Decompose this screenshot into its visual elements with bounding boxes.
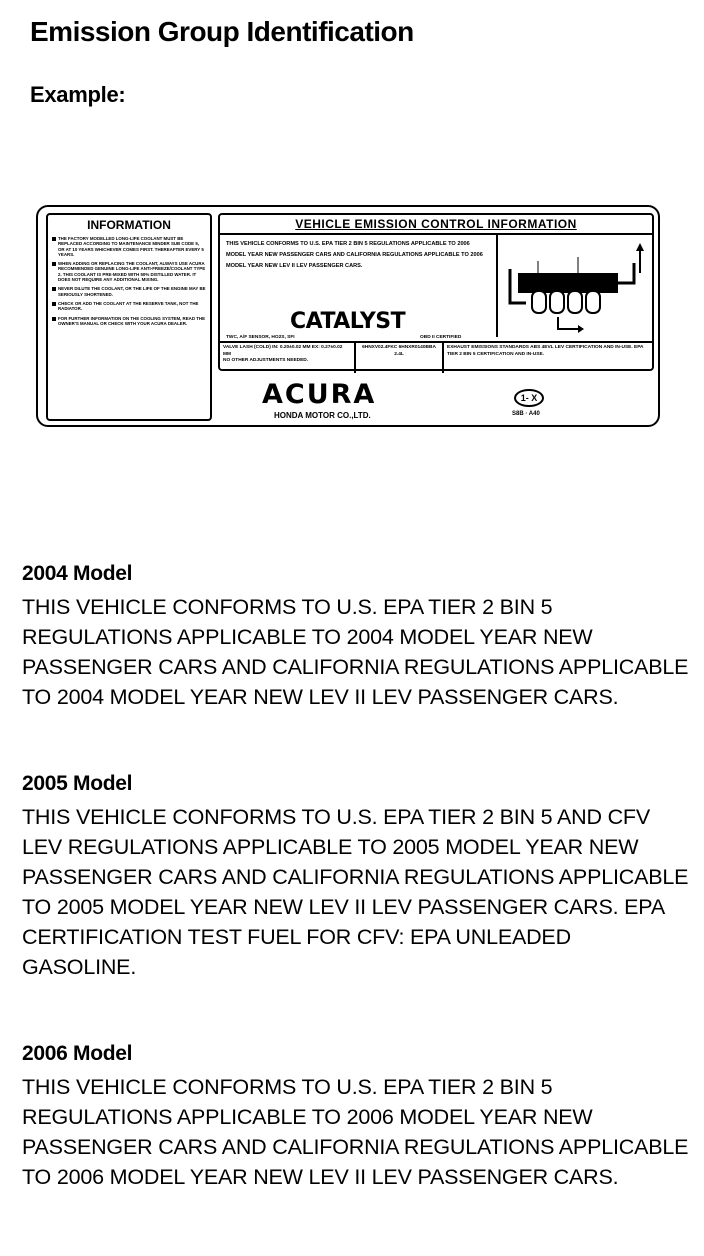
valve-lash-cell bbox=[220, 343, 356, 373]
model-text: THIS VEHICLE CONFORMS TO U.S. EPA TIER 2 BIN 5 AND CFV LEV REGULATIONS APPLICABLE TO 2005 MODEL YEAR NEW PASSENGER CARS AND CALIFORNIA REGULATIONS APPLICABLE TO 2005 MODEL YEAR NEW LEV II LEV PASSENGER CARS. EPA CERTIFICATION TEST FUEL FOR CFV: EPA UNLEADED GASOLINE. bbox=[22, 805, 689, 979]
vec-conformance-text: THIS VEHICLE CONFORMS TO U.S. EPA TIER 2 BIN 5 REGULATIONS APPLICABLE TO 2006 MODEL YEAR NEW PASSENGER CARS AND CALIFORNIA REGULATIONS APPLICABLE TO 2006 MODEL YEAR NEW LEV II LEV PASSENGER CARS. bbox=[226, 241, 483, 269]
model-section-2004 bbox=[20, 562, 690, 712]
engine-diagram-icon bbox=[498, 233, 652, 337]
vec-lower-row bbox=[220, 341, 652, 373]
vehicle-emission-panel bbox=[218, 213, 654, 371]
emission-standards: EXHAUST EMISSIONS STANDARDS ABS 4EVL LEV CERTIFICATION AND IN-USE. EPA TIER 2 BIN 5 CERTIFICATION AND IN-USE. bbox=[447, 345, 644, 357]
model-heading: 2006 Model bbox=[22, 1042, 133, 1065]
label-badge: 1- X bbox=[514, 389, 544, 407]
page-title: Emission Group Identification bbox=[30, 16, 414, 47]
info-paragraph: NEVER DILUTE THE COOLANT, OR THE LIFE OF THE ENGINE MAY BE SERIOUSLY SHORTENED. bbox=[52, 286, 206, 297]
info-panel bbox=[46, 213, 212, 421]
no-adjustments: NO OTHER ADJUSTMENTS NEEDED. bbox=[223, 358, 309, 363]
emission-devices: TWC, A/F SENSOR, HO2S, SFI bbox=[226, 335, 295, 340]
example-label: Example: bbox=[30, 82, 126, 107]
family-codes: 6HNXV02.4FKC 6HNXR0140BBA bbox=[362, 345, 436, 350]
model-section-2005 bbox=[20, 772, 690, 982]
emission-label-illustration bbox=[36, 205, 660, 427]
model-section-2006 bbox=[20, 1042, 690, 1192]
engine-diagram bbox=[496, 233, 654, 337]
badge-code: S8B · A40 bbox=[512, 411, 540, 417]
acura-logo: ACURA bbox=[262, 379, 377, 410]
manufacturer: HONDA MOTOR CO.,LTD. bbox=[274, 411, 371, 420]
standards-cell bbox=[444, 343, 652, 373]
info-paragraph: CHECK OR ADD THE COOLANT AT THE RESERVE TANK, NOT THE RADIATOR. bbox=[52, 301, 206, 312]
model-heading: 2005 Model bbox=[22, 772, 133, 795]
info-paragraph: FOR FURTHER INFORMATION ON THE COOLING SYSTEM, READ THE OWNER'S MANUAL OR CHECK WITH YOUR ACURA DEALER. bbox=[52, 316, 206, 327]
catalyst-marking: CATALYST bbox=[290, 309, 406, 334]
vec-title: VEHICLE EMISSION CONTROL INFORMATION bbox=[220, 215, 652, 235]
displacement: 2.4L bbox=[394, 351, 404, 357]
info-paragraph: WHEN ADDING OR REPLACING THE COOLANT, ALWAYS USE ACURA RECOMMENDED GENUINE LONG-LIFE ANTI-FREEZE/COOLANT TYPE 2. THIS COOLANT IS PRE-MIXED WITH 50% DISTILLED WATER. IT DOES NOT REQUIRE ANY ADDITIONAL MIXING. bbox=[52, 261, 206, 282]
family-codes-cell bbox=[356, 343, 444, 373]
model-text: THIS VEHICLE CONFORMS TO U.S. EPA TIER 2 BIN 5 REGULATIONS APPLICABLE TO 2006 MODEL YEAR NEW PASSENGER CARS AND CALIFORNIA REGULATIONS APPLICABLE TO 2006 MODEL YEAR NEW LEV II LEV PASSENGER CARS. bbox=[22, 1075, 689, 1189]
model-text: THIS VEHICLE CONFORMS TO U.S. EPA TIER 2 BIN 5 REGULATIONS APPLICABLE TO 2004 MODEL YEAR NEW PASSENGER CARS AND CALIFORNIA REGULATIONS APPLICABLE TO 2004 MODEL YEAR NEW LEV II LEV PASSENGER CARS. bbox=[22, 595, 689, 709]
model-heading: 2004 Model bbox=[22, 562, 133, 585]
valve-lash: VALVE LASH (COLD) IN: 0.20±0.02 MM EX: 0.27±0.02 MM bbox=[223, 345, 343, 357]
obd-certified: OBD II CERTIFIED bbox=[420, 335, 462, 340]
info-title: INFORMATION bbox=[87, 218, 171, 232]
info-paragraph: THE FACTORY MODELLED LONG-LIFE COOLANT MUST BE REPLACED ACCORDING TO MAINTENANCE MINDER SUB CODE 5, OR AT 10 YEARS WHICHEVER COMES FIRST. THEREAFTER EVERY 5 YEARS. bbox=[52, 236, 206, 257]
